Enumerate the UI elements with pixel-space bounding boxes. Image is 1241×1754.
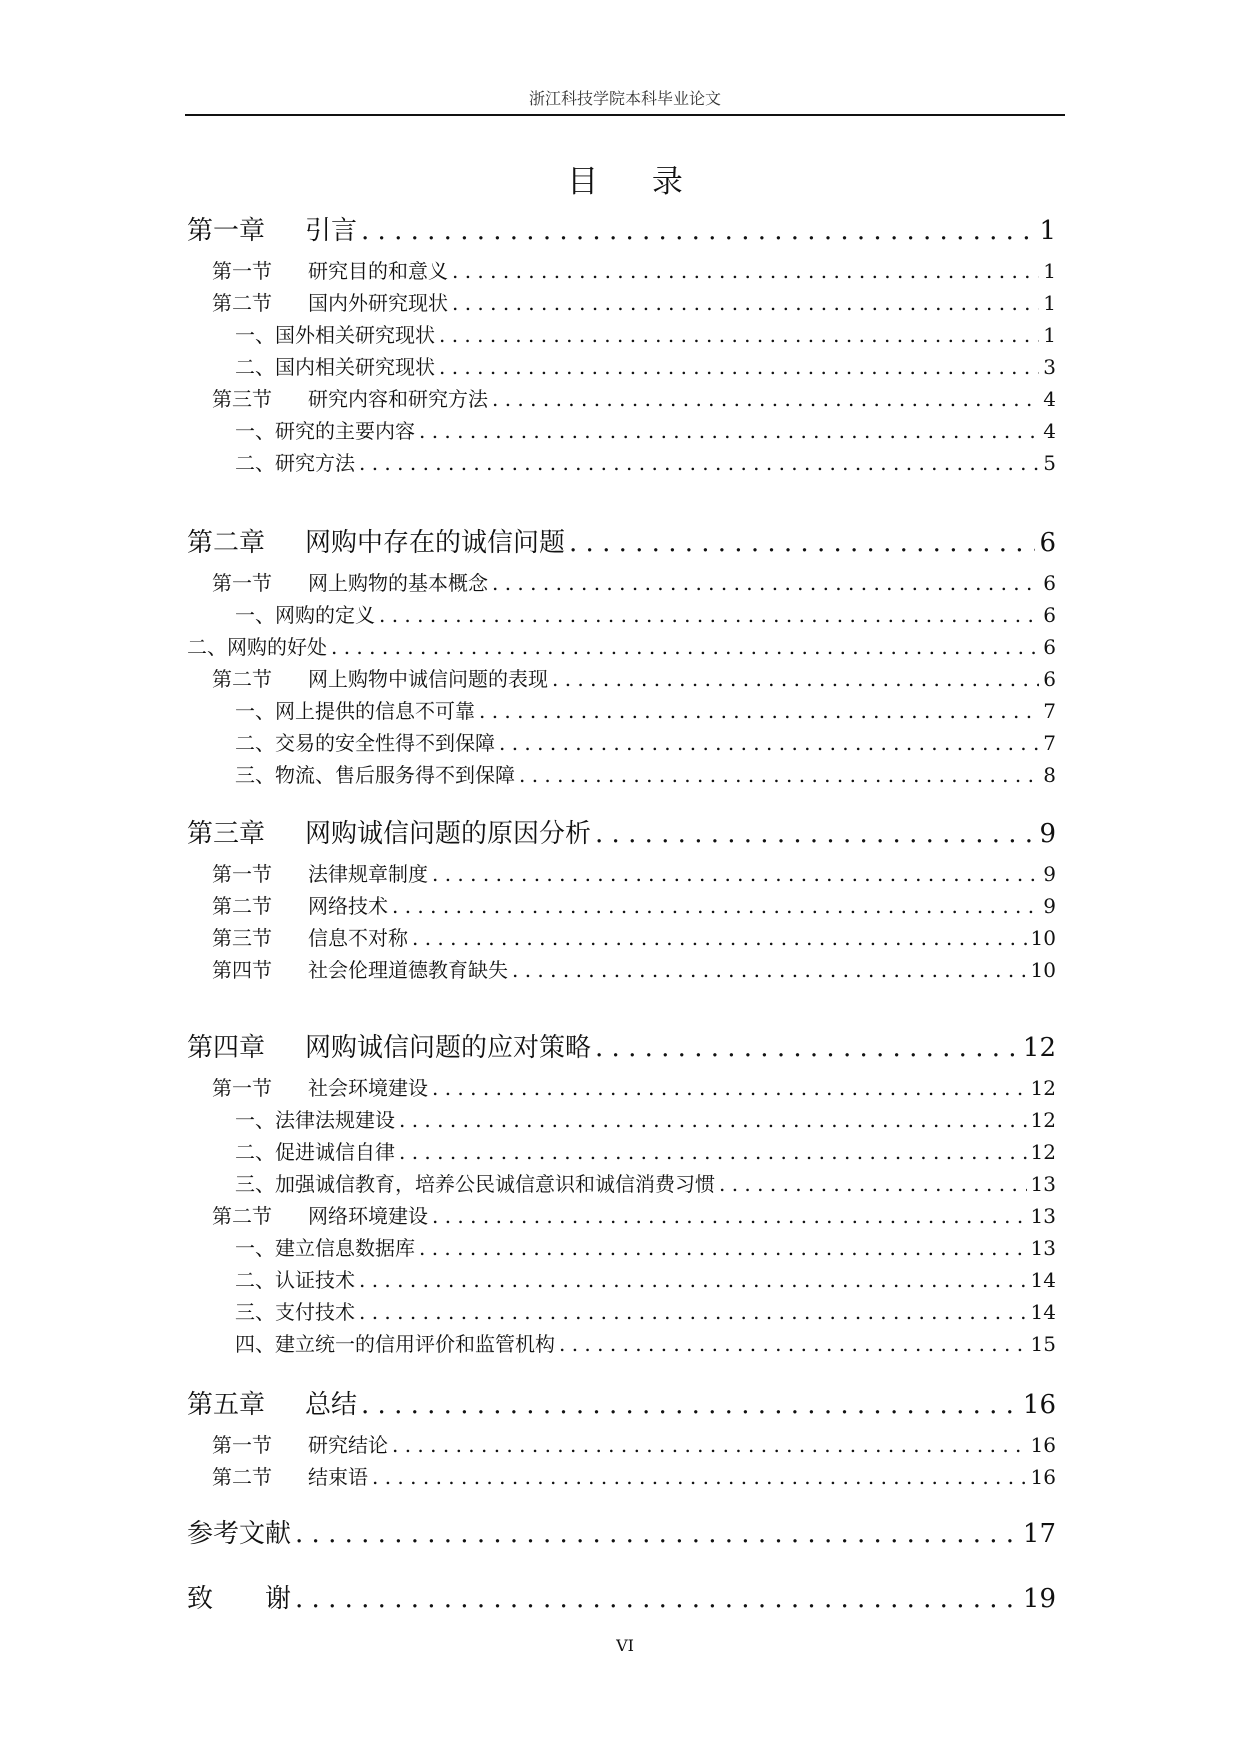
toc-entry-section[interactable]: [212, 255, 1056, 284]
toc-entry-label: [235, 727, 495, 756]
dot-leader: [492, 571, 1039, 595]
dot-leader: [595, 1033, 1019, 1063]
toc-entry-page: 13: [1030, 1172, 1056, 1196]
dot-leader: [512, 958, 1027, 982]
dot-leader: [419, 1236, 1027, 1260]
dot-leader: [432, 1204, 1027, 1228]
toc-entry-page: 12: [1030, 1140, 1056, 1164]
toc-entry-title: 研究结论: [308, 1433, 388, 1457]
toc-entry-number: 第三节: [212, 387, 272, 411]
dot-leader: [519, 763, 1039, 787]
toc-entry-item[interactable]: [235, 727, 1056, 756]
toc-entry-page: 14: [1030, 1300, 1056, 1324]
toc-entry-page: 3: [1043, 355, 1056, 379]
toc-entry-number: 第二节: [212, 1465, 272, 1489]
toc-entry-section[interactable]: [212, 287, 1056, 316]
toc-entry-label: [235, 1232, 415, 1261]
toc-entry-label: [212, 922, 408, 951]
toc-entry-page: 7: [1043, 731, 1056, 755]
toc-entry-section[interactable]: [212, 567, 1056, 596]
toc-entry-page: 8: [1043, 763, 1056, 787]
dot-leader: [452, 259, 1039, 283]
toc-entry-page: 6: [1043, 571, 1056, 595]
toc-entry-number: 第四节: [212, 958, 272, 982]
toc-entry-page: 1: [1039, 216, 1056, 246]
toc-entry-label: [235, 351, 435, 380]
dot-leader: [439, 323, 1039, 347]
toc-entry-title: 致 谢: [187, 1584, 292, 1614]
toc-entry-page: 16: [1022, 1390, 1056, 1420]
toc-entry-item[interactable]: [235, 1328, 1056, 1357]
toc-entry-title: 网购中存在的诚信问题: [305, 528, 566, 558]
dot-leader: [361, 216, 1035, 246]
toc-entry-label: [187, 1384, 357, 1421]
toc-entry-section[interactable]: [212, 890, 1056, 919]
toc-entry-chapter[interactable]: [187, 1578, 1056, 1615]
dot-leader: [295, 1584, 1019, 1614]
dot-leader: [331, 635, 1039, 659]
toc-entry-item[interactable]: [235, 1104, 1056, 1133]
dot-leader: [361, 1390, 1019, 1420]
toc-entry-section[interactable]: [212, 663, 1056, 692]
toc-entry-page: 9: [1043, 894, 1056, 918]
toc-entry-title: 三、加强诚信教育，培养公民诚信意识和诚信消费习惯: [235, 1172, 715, 1196]
toc-entry-title: 二、研究方法: [235, 451, 355, 475]
toc-entry-title: 一、研究的主要内容: [235, 419, 415, 443]
toc-entry-page: 15: [1030, 1332, 1056, 1356]
toc-entry-label: [187, 813, 591, 850]
toc-entry-page: 6: [1039, 528, 1056, 558]
dot-leader: [379, 603, 1039, 627]
toc-entry-title: 网络技术: [308, 894, 388, 918]
dot-leader: [439, 355, 1039, 379]
dot-leader: [392, 894, 1039, 918]
toc-entry-title: 网购诚信问题的原因分析: [305, 819, 592, 849]
toc-entry-label: [235, 1296, 355, 1325]
toc-entry-label: [235, 415, 415, 444]
toc-title: 目 录: [567, 164, 705, 200]
toc-entry-item[interactable]: [235, 599, 1056, 628]
toc-entry-item[interactable]: [235, 447, 1056, 476]
toc-entry-label: [235, 759, 515, 788]
toc-entry-title: 一、网上提供的信息不可靠: [235, 699, 475, 723]
toc-entry-title: 二、国内相关研究现状: [235, 355, 435, 379]
toc-entry-title: 二、促进诚信自律: [235, 1140, 395, 1164]
toc-entry-title: 四、建立统一的信用评价和监管机构: [235, 1332, 555, 1356]
toc-entry-number: 第四章: [187, 1033, 266, 1063]
toc-entry-item[interactable]: [235, 415, 1056, 444]
toc-entry-section[interactable]: [212, 383, 1056, 412]
toc-entry-section[interactable]: [212, 1429, 1056, 1458]
toc-entry-label: [212, 383, 488, 412]
toc-entry-title: 研究目的和意义: [308, 259, 448, 283]
toc-entry-label: [187, 1513, 291, 1550]
toc-entry-number: 第一节: [212, 1076, 272, 1100]
toc-entry-chapter[interactable]: [187, 1513, 1056, 1550]
toc-entry-label: [235, 1136, 395, 1165]
toc-entry-title: 网络环境建设: [308, 1204, 428, 1228]
toc-entry-number: 第二节: [212, 667, 272, 691]
toc-entry-page: 9: [1043, 862, 1056, 886]
toc-entry-title: 结束语: [308, 1465, 368, 1489]
dot-leader: [392, 1433, 1027, 1457]
toc-entry-item[interactable]: [235, 695, 1056, 724]
dot-leader: [359, 1268, 1027, 1292]
toc-entry-item[interactable]: [235, 759, 1056, 788]
toc-entry-label: [235, 1328, 555, 1357]
dot-leader: [595, 819, 1035, 849]
toc-entry-title: 法律规章制度: [308, 862, 428, 886]
toc-entry-page: 16: [1030, 1433, 1056, 1457]
dot-leader: [359, 1300, 1027, 1324]
toc-entry-label: [212, 1072, 428, 1101]
toc-entry-item[interactable]: [235, 351, 1056, 380]
toc-entry-section[interactable]: [212, 954, 1056, 983]
toc-entry-label: [212, 954, 508, 983]
toc-entry-number: 第一节: [212, 862, 272, 886]
toc-entry-item[interactable]: [235, 319, 1056, 348]
toc-entry-number: 第三节: [212, 926, 272, 950]
toc-entry-title: 总结: [305, 1390, 358, 1420]
toc-entry-item0[interactable]: [187, 631, 1056, 660]
toc-entry-label: [187, 522, 565, 559]
toc-entry-number: 第五章: [187, 1390, 266, 1420]
toc-entry-label: [187, 1578, 291, 1615]
toc-entry-title: 一、法律法规建设: [235, 1108, 395, 1132]
dot-leader: [569, 528, 1035, 558]
toc-entry-page: 7: [1043, 699, 1056, 723]
dot-leader: [419, 419, 1039, 443]
toc-entry-page: 1: [1043, 291, 1056, 315]
toc-entry-section[interactable]: [212, 922, 1056, 951]
dot-leader: [719, 1172, 1027, 1196]
toc-entry-title: 引言: [305, 216, 358, 246]
toc-entry-title: 研究内容和研究方法: [308, 387, 488, 411]
dot-leader: [552, 667, 1039, 691]
toc-entry-label: [235, 599, 375, 628]
toc-entry-title: 三、支付技术: [235, 1300, 355, 1324]
toc-entry-chapter[interactable]: [187, 1027, 1056, 1064]
toc-entry-page: 14: [1030, 1268, 1056, 1292]
toc-entry-page: 13: [1030, 1204, 1056, 1228]
dot-leader: [399, 1108, 1027, 1132]
toc-entry-page: 16: [1030, 1465, 1056, 1489]
toc-entry-section[interactable]: [212, 1200, 1056, 1229]
toc-entry-label: [212, 255, 448, 284]
toc-entry-title: 二、网购的好处: [187, 635, 327, 659]
toc-entry-page: 13: [1030, 1236, 1056, 1260]
toc-entry-label: [235, 447, 355, 476]
toc-entry-page: 9: [1039, 819, 1056, 849]
toc-entry-number: 第三章: [187, 819, 266, 849]
toc-entry-label: [212, 1429, 388, 1458]
dot-leader: [432, 1076, 1027, 1100]
dot-leader: [492, 387, 1039, 411]
toc-entry-label: [212, 567, 488, 596]
toc-entry-title: 网购诚信问题的应对策略: [305, 1033, 592, 1063]
toc-entry-title: 参考文献: [187, 1519, 292, 1549]
toc-entry-number: 第二节: [212, 291, 272, 315]
toc-entry-page: 6: [1043, 603, 1056, 627]
toc-entry-title: 网上购物的基本概念: [308, 571, 488, 595]
toc-entry-number: 第一章: [187, 216, 266, 246]
toc-entry-title: 二、交易的安全性得不到保障: [235, 731, 495, 755]
toc-entry-label: [187, 1027, 591, 1064]
toc-entry-title: 社会环境建设: [308, 1076, 428, 1100]
toc-entry-title: 三、物流、售后服务得不到保障: [235, 763, 515, 787]
dot-leader: [359, 451, 1039, 475]
dot-leader: [412, 926, 1027, 950]
dot-leader: [499, 731, 1039, 755]
toc-entry-label: [212, 1461, 368, 1490]
toc-entry-page: 12: [1022, 1033, 1056, 1063]
toc-entry-label: [212, 890, 388, 919]
page-number-footer: VI: [616, 1636, 634, 1655]
toc-entry-label: [235, 319, 435, 348]
toc-entry-label: [235, 1168, 715, 1197]
dot-leader: [452, 291, 1039, 315]
toc-entry-page: 12: [1030, 1076, 1056, 1100]
toc-entry-number: 第二节: [212, 894, 272, 918]
toc-entry-chapter[interactable]: [187, 1384, 1056, 1421]
dot-leader: [295, 1519, 1019, 1549]
toc-entry-page: 6: [1043, 667, 1056, 691]
toc-entry-item[interactable]: [235, 1296, 1056, 1325]
toc-entry-page: 19: [1022, 1584, 1056, 1614]
toc-entry-chapter[interactable]: [187, 813, 1056, 850]
toc-entry-page: 6: [1043, 635, 1056, 659]
toc-entry-number: 第一节: [212, 259, 272, 283]
toc-entry-page: 4: [1043, 419, 1056, 443]
dot-leader: [559, 1332, 1027, 1356]
toc-entry-title: 国内外研究现状: [308, 291, 448, 315]
toc-entry-section[interactable]: [212, 1461, 1056, 1490]
toc-entry-number: 第一节: [212, 1433, 272, 1457]
toc-entry-title: 一、建立信息数据库: [235, 1236, 415, 1260]
toc-entry-label: [235, 695, 475, 724]
toc-entry-page: 1: [1043, 259, 1056, 283]
toc-entry-number: 第二节: [212, 1204, 272, 1228]
toc-entry-label: [212, 858, 428, 887]
toc-entry-title: 二、认证技术: [235, 1268, 355, 1292]
toc-entry-title: 社会伦理道德教育缺失: [308, 958, 508, 982]
dot-leader: [399, 1140, 1027, 1164]
toc-entry-label: [187, 210, 357, 247]
page-header: 浙江科技学院本科毕业论文: [528, 89, 721, 108]
dot-leader: [372, 1465, 1027, 1489]
toc-entry-label: [212, 287, 448, 316]
toc-entry-section[interactable]: [212, 858, 1056, 887]
toc-entry-page: 5: [1043, 451, 1056, 475]
toc-entry-page: 4: [1043, 387, 1056, 411]
toc-entry-title: 信息不对称: [308, 926, 408, 950]
toc-entry-label: [235, 1264, 355, 1293]
toc-entry-title: 一、网购的定义: [235, 603, 375, 627]
toc-entry-title: 一、国外相关研究现状: [235, 323, 435, 347]
toc-entry-page: 17: [1022, 1519, 1056, 1549]
toc-entry-label: [187, 631, 327, 660]
toc-entry-number: 第一节: [212, 571, 272, 595]
toc-entry-label: [235, 1104, 395, 1133]
toc-entry-chapter[interactable]: [187, 522, 1056, 559]
toc-entry-item[interactable]: [235, 1136, 1056, 1165]
toc-entry-item[interactable]: [235, 1232, 1056, 1261]
dot-leader: [432, 862, 1039, 886]
dot-leader: [479, 699, 1039, 723]
toc-entry-item[interactable]: [235, 1168, 1056, 1197]
toc-entry-title: 网上购物中诚信问题的表现: [308, 667, 548, 691]
toc-entry-page: 12: [1030, 1108, 1056, 1132]
toc-entry-label: [212, 663, 548, 692]
toc-entry-page: 10: [1030, 958, 1056, 982]
toc-entry-number: 第二章: [187, 528, 266, 558]
toc-entry-page: 1: [1043, 323, 1056, 347]
toc-entry-chapter[interactable]: [187, 210, 1056, 247]
toc-entry-item[interactable]: [235, 1264, 1056, 1293]
toc-entry-section[interactable]: [212, 1072, 1056, 1101]
toc-entry-label: [212, 1200, 428, 1229]
toc-entry-page: 10: [1030, 926, 1056, 950]
